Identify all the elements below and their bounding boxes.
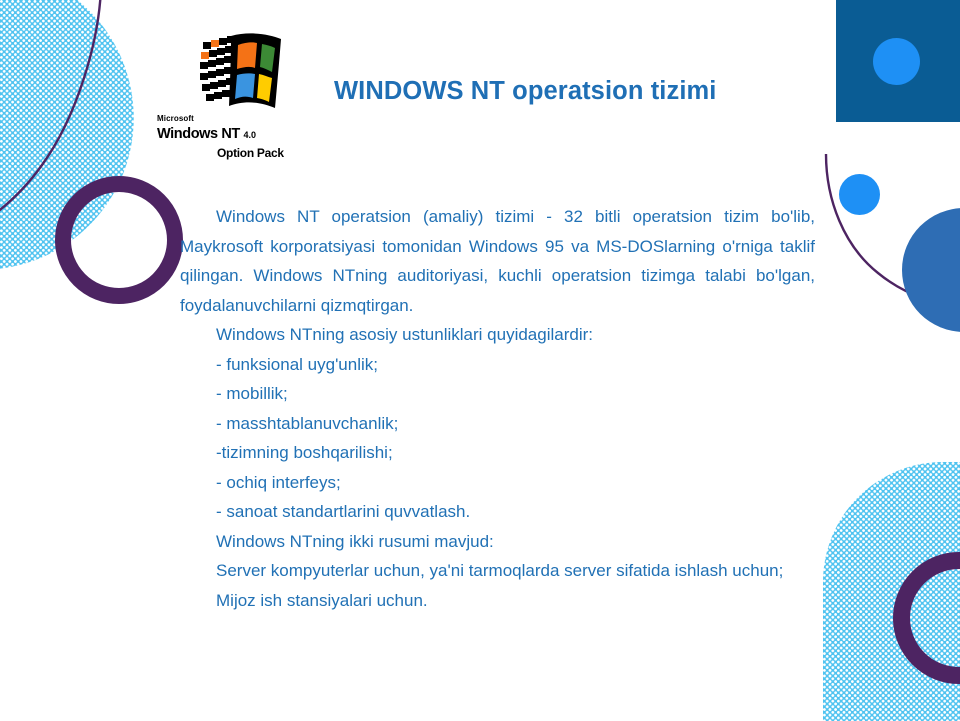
windows-nt-wordmark xyxy=(155,115,315,159)
list-item: - sanoat standartlarini quvvatlash. xyxy=(216,502,471,521)
logo-version-text: 4.0 xyxy=(243,130,257,140)
list-item: - mobillik; xyxy=(216,384,288,403)
logo-product-text: Windows NT xyxy=(157,126,240,142)
paragraph-client-edition: Mijoz ish stansiyalari uchun. xyxy=(216,590,428,610)
logo-edition-text: Option Pack xyxy=(217,145,284,160)
blue-dot-right-icon xyxy=(839,174,880,215)
paragraph-advantages-heading: Windows NTning asosiy ustunliklari quyidagilardir: xyxy=(216,325,593,344)
list-item: - masshtablanuvchanlik; xyxy=(216,413,399,433)
blue-dot-in-square-icon xyxy=(873,38,920,85)
logo-microsoft-text: Microsoft xyxy=(157,114,194,123)
purple-ring-left-icon xyxy=(55,176,183,304)
list-item: - funksional uyg'unlik; xyxy=(216,354,378,374)
list-item: -tizimning boshqarilishi; xyxy=(216,443,393,462)
paragraph-editions-heading: Windows NTning ikki rusumi mavjud: xyxy=(216,531,494,551)
paragraph-intro: Windows NT operatsion (amaliy) tizimi - 32 bitli operatsion tizim bo'lib, Maykrosoft korporatsiyasi tomonidan Windows 95 va MS-DOSlarning o'rniga taklif qilingan. Windows NTning auditoriyasi, kuchli operatsion tizimga talabi bo'lgan, foydalanuvchilarni qizmqtirgan. xyxy=(180,207,815,315)
windows-flag-icon xyxy=(195,30,295,120)
windows-nt-logo xyxy=(155,30,315,165)
logo-product-line xyxy=(157,127,315,142)
body-text-block xyxy=(180,202,815,615)
paragraph-server-edition: Server kompyuterlar uchun, ya'ni tarmoqlarda server sifatida ishlash uchun; xyxy=(216,561,784,580)
list-item: - ochiq interfeys; xyxy=(216,472,341,492)
page-title: WINDOWS NT operatsion tizimi xyxy=(334,77,717,105)
